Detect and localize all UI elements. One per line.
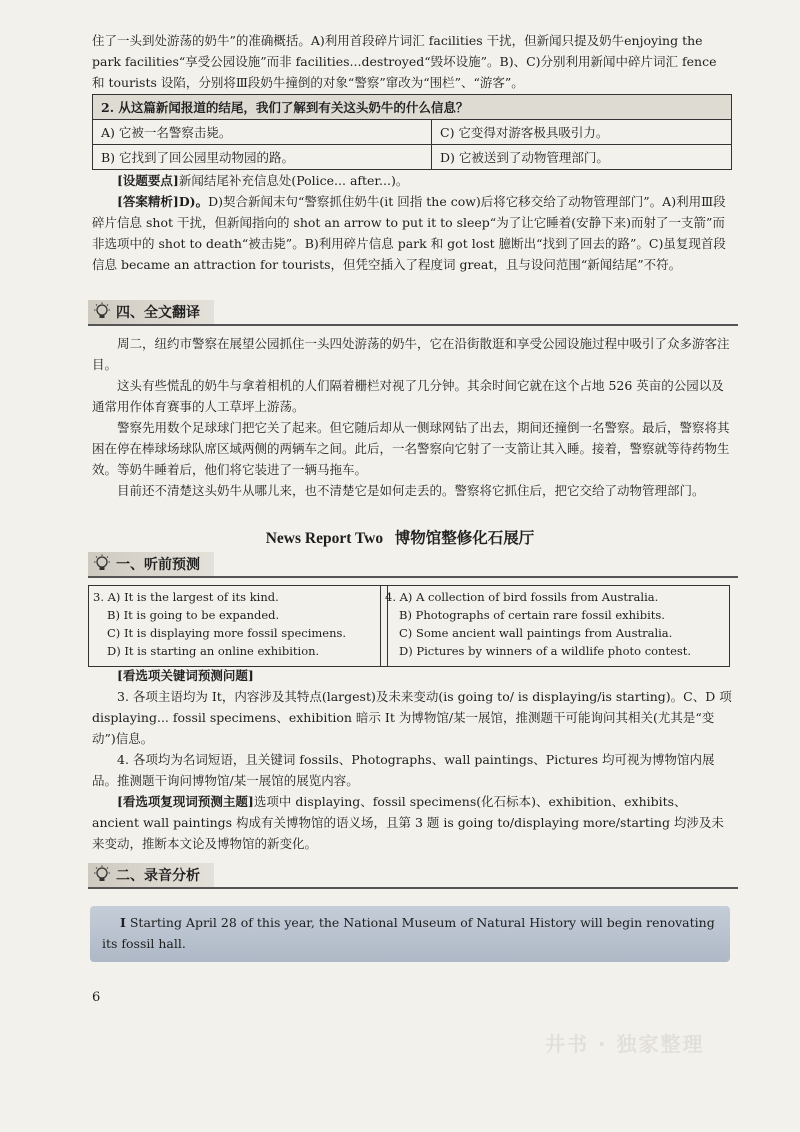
q4-option-b: B) Photographs of certain rare fossil exhibits. xyxy=(399,608,665,622)
answer-label: [答案精析] xyxy=(117,194,179,209)
question2-option-b: B) 它找到了回公园里动物园的路。 xyxy=(93,145,432,170)
q3-option-d: D) It is starting an online exhibition. xyxy=(107,644,320,658)
transcript-sentence: Starting April 28 of this year, the National Museum of Natural History will begin renovating its fossil hall. xyxy=(102,915,715,951)
intro-paragraph: 住了一头到处游荡的奶牛”的准确概括。A)利用首段碎片词汇 facilities 干扰，但新闻只提及奶牛enjoying the park facilities“享受公园设施”而非 facilities...destroyed“毁坏设施”。B)、C)分别利用新闻中碎片词汇 fence 和 tourists 设陷，分别将Ⅲ段奶牛撞倒的对象“警察”窜改为“围栏”、“游客”。 xyxy=(92,33,717,90)
lightbulb-icon xyxy=(92,554,112,574)
q3-option-c: C) It is displaying more fossil specimens. xyxy=(107,626,347,640)
translation-paragraph-2: 这头有些慌乱的奶牛与拿着相机的人们隔着栅栏对视了几分钟。其余时间它就在这个占地 526 英亩的公园以及通常用作体育赛事的人工草坪上游荡。 xyxy=(92,378,724,414)
q3-option-a: 3. A) It is the largest of its kind. xyxy=(93,590,279,604)
section-title-prediction: 一、听前预测 xyxy=(116,557,200,573)
q3-option-b: B) It is going to be expanded. xyxy=(107,608,280,622)
theme-label: [看选项复现词预测主题] xyxy=(117,794,254,809)
question2-stem: 2. 从这篇新闻报道的结尾，我们了解到有关这头奶牛的什么信息？ xyxy=(93,95,732,120)
q4-option-d: D) Pictures by winners of a wildlife photo contest. xyxy=(399,644,692,658)
lightbulb-icon xyxy=(92,865,112,885)
key-point xyxy=(92,170,732,191)
theme-text: 选项中 displaying、fossil specimens(化石标本)、exhibition、exhibits、ancient wall paintings 构成有关博物馆的语义场，且第 3 题 is going to/displaying more/starting 均涉及未来变动，推断本文论及博物馆的新变化。 xyxy=(92,794,724,851)
question2-option-d: D) 它被送到了动物管理部门。 xyxy=(432,145,732,170)
question2-option-a: A) 它被一名警察击毙。 xyxy=(93,120,432,145)
section-title-recording: 二、录音分析 xyxy=(116,868,200,884)
answer-text: D)契合新闻末句“警察抓住奶牛(it 回指 the cow)后将它移交给了动物管理部门”。A)利用Ⅲ段碎片信息 shot 干扰，但新闻指向的 shot an arrow to put it to sleep“为了让它睡着(安静下来)而射了一支箭”而非选项中的 shot to death“被击毙”。B)利用碎片信息 park 和 got lost 臆断出“找到了回去的路”。C)虽复现首段信息 became an attraction for tourists，但凭空插入了程度词 great，且与设问范围“新闻结尾”不符。 xyxy=(92,194,726,272)
question2-table xyxy=(92,94,732,170)
answer-analysis xyxy=(92,191,732,275)
keywords-label: [看选项关键词预测问题] xyxy=(117,668,254,683)
prediction-paragraph-4: 4. 各项均为名词短语，且关键词 fossils、Photographs、wall paintings、Pictures 均可视为博物馆内展品。推测题干询问博物馆/某一展馆的展览内容。 xyxy=(92,752,715,788)
lightbulb-icon xyxy=(92,302,112,322)
key-point-label: [设题要点] xyxy=(117,173,179,188)
section-header-recording xyxy=(88,863,738,889)
question2-option-c: C) 它变得对游客极具吸引力。 xyxy=(432,120,732,145)
q4-option-a: 4. A) A collection of bird fossils from Australia. xyxy=(385,590,659,604)
question3-options xyxy=(88,585,388,667)
section-title-translation: 四、全文翻译 xyxy=(116,305,200,321)
transcript-banner xyxy=(90,906,730,962)
question4-options xyxy=(380,585,730,667)
watermark: 井书 · 独家整理 xyxy=(545,1032,705,1056)
key-point-text: 新闻结尾补充信息处(Police... after...)。 xyxy=(178,173,409,188)
theme-paragraph xyxy=(92,791,732,854)
section-header-translation xyxy=(88,300,738,326)
section-header-prediction xyxy=(88,552,738,578)
page-number: 6 xyxy=(92,990,101,1005)
news-report-title xyxy=(0,526,800,548)
news-report-title-en: News Report Two xyxy=(265,530,384,547)
q4-option-c: C) Some ancient wall paintings from Australia. xyxy=(399,626,673,640)
translation-paragraph-3: 警察先用数个足球球门把它关了起来。但它随后却从一侧球网钻了出去，期间还撞倒一名警察。最后，警察将其困在停在棒球场球队席区域两侧的两辆车之间。此后，一名警察向它射了一支箭让其入睡。接着，警察就等待药物生效。等奶牛睡着后，他们将它装进了一辆马拖车。 xyxy=(92,420,730,477)
translation-paragraph-4: 目前还不清楚这头奶牛从哪儿来，也不清楚它是如何走丢的。警察将它抓住后，把它交给了动物管理部门。 xyxy=(117,483,705,498)
answer-choice: D)。 xyxy=(178,194,209,209)
paragraph-roman-numeral: Ⅰ xyxy=(120,915,126,930)
prediction-paragraph-3: 3. 各项主语均为 It，内容涉及其特点(largest)及未来变动(is going to/ is displaying/is starting)。C、D 项 displaying... fossil specimens、exhibition 暗示 It 为博物馆/某一展馆，推测题干可能询问其相关(尤其是“变动”)信息。 xyxy=(92,689,732,746)
transcript-text xyxy=(102,912,718,954)
translation-paragraph-1: 周二，纽约市警察在展望公园抓住一头四处游荡的奶牛，它在沿街散逛和享受公园设施过程中吸引了众多游客注目。 xyxy=(92,336,730,372)
news-report-title-cn: 博物馆整修化石展厅 xyxy=(394,530,535,547)
